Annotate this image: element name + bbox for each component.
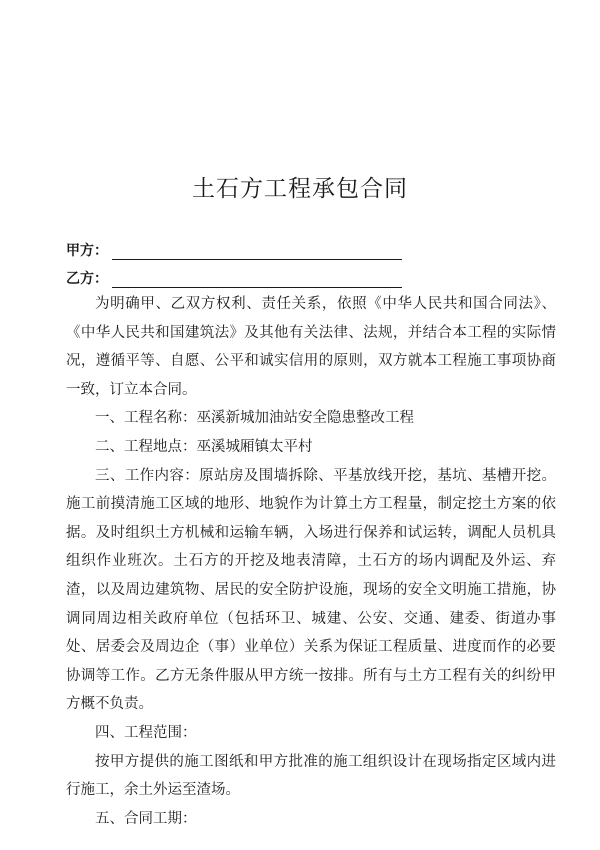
party-a-field: [66, 240, 402, 260]
party-b-label: 乙方：: [66, 271, 108, 287]
project-location-clause: 二、工程地点：巫溪城厢镇太平村: [95, 438, 313, 455]
project-scope-paragraph: 按甲方提供的施工图纸和甲方批准的施工组织设计在现场指定区域内进行施工，余土外运至渣场。: [66, 753, 556, 799]
project-scope-heading: 四、工程范围：: [95, 724, 197, 741]
contract-period-heading: 五、合同工期：: [95, 810, 197, 827]
project-name-clause: 一、工程名称：巫溪新城加油站安全隐患整改工程: [95, 410, 414, 427]
work-content-clause: 三、工作内容：原站房及围墙拆除、平基放线开挖，基坑、基槽开挖。施工前摸清施工区域的地形、地貌作为计算土方工程量，制定挖土方案的依据。及时组织土方机械和运输车辆，入场进行保养和试运转，调配人员机具组织作业班次。土石方的开挖及地表清障，土石方的场内调配及外运、弃渣，以及周边建筑物、居民的安全防护设施，现场的安全文明施工措施，协调同周边相关政府单位（包括环卫、城建、公安、交通、建委、街道办事处、居委会及周边企（事）业单位）关系为保证工程质量、进度而作的必要协调等工作。乙方无条件服从甲方统一按排。所有与土方工程有关的纠纷甲方概不负责。: [66, 467, 556, 713]
contract-body: [66, 290, 556, 833]
party-a-blank-line: [112, 245, 402, 260]
party-b-blank-line: [112, 273, 402, 288]
party-b-field: [66, 268, 402, 288]
party-a-label: 甲方：: [66, 243, 108, 259]
document-title: 土石方工程承包合同: [192, 176, 408, 202]
preamble-paragraph: 为明确甲、乙双方权利、责任关系，依照《中华人民共和国合同法》、《中华人民共和国建筑法》及其他有关法律、法规，并结合本工程的实际情况，遵循平等、自愿、公平和诚实信用的原则，双方就本工程施工事项协商一致，订立本合同。: [66, 296, 556, 398]
